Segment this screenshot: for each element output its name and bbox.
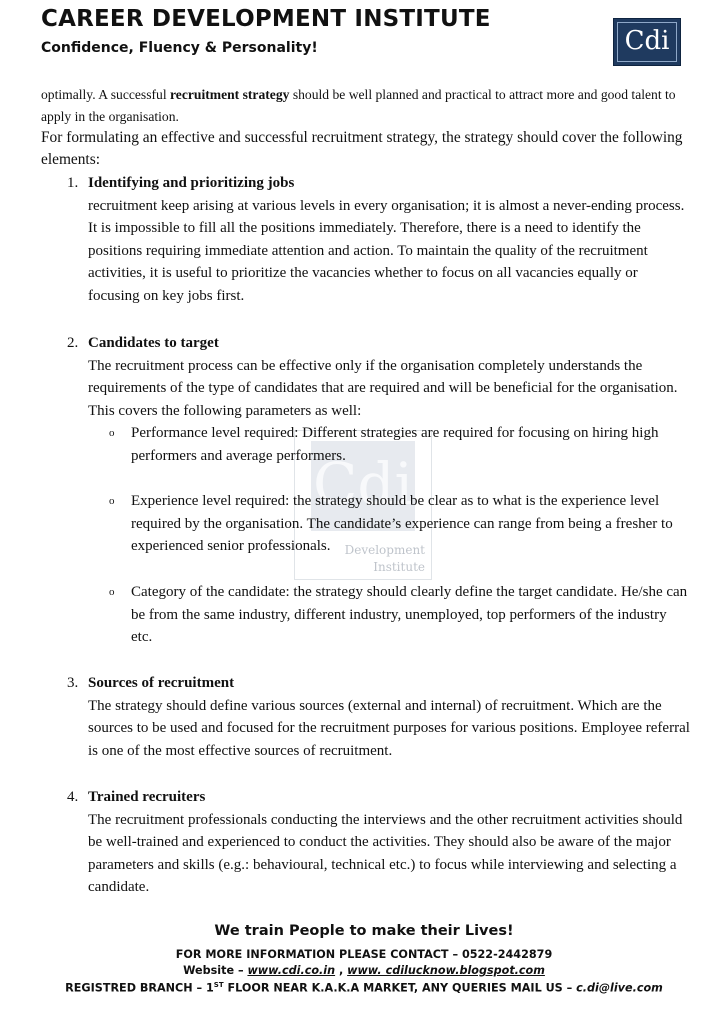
item-text: The recruitment process can be effective only if the organisation completely understands the requirements of the type of candidates that are required and will be beneficial for the organisation. This covers the following parameters as well: [88,357,678,419]
website-label: Website – [183,964,248,977]
footer-branch [0,981,728,995]
item-title: Candidates to target [88,335,219,351]
sub-item-2 [41,490,691,558]
bullet-icon: o [109,586,115,598]
website-separator: , [335,964,348,977]
item-number: 2. [67,335,79,351]
item-title: Trained recruiters [88,789,206,805]
item-number: 3. [67,675,79,691]
item-title: Identifying and prioritizing jobs [88,175,295,191]
sub-item-text: Experience level required: the strategy should be clear as to what is the experience level required by the organisation. The candidate’s experience can range from being a fresher to experienced senior professionals. [131,493,673,555]
item-text: The recruitment professionals conducting the interviews and the other recruitment activities should be well-trained and experienced to conduct the activities. They should also be aware of the major parameters and skills (e.g.: behavioural, technical etc.) to focus while interviewing and selecting a candidate. [88,811,683,896]
header-title: CAREER DEVELOPMENT INSTITUTE [41,6,491,32]
website-link-1[interactable]: www.cdi.co.in [247,964,336,977]
intro-small-pre: optimally. A successful [41,87,171,102]
intro-small-bold: recruitment strategy [170,87,290,102]
list-item-4 [41,786,691,899]
footer-slogan: We train People to make their Lives! [214,923,514,939]
intro-small-paragraph [41,84,691,128]
website-link-2[interactable]: www. cdilucknow.blogspot.com [347,964,545,977]
list-item-2 [41,332,691,422]
bullet-icon: o [109,427,115,439]
item-text: The strategy should define various sources (external and internal) of recruitment. Which are the sources to be used and focused for the recruitment purposes for various positions. Employee referral is one of the most effective sources of recruitment. [88,697,690,759]
header-tagline: Confidence, Fluency & Personality! [41,40,318,56]
cdi-logo [613,18,681,66]
item-text: recruitment keep arising at various levels in every organisation; it is almost a never-ending process. It is impossible to fill all the positions immediately. Therefore, there is a need to identify the positions requiring immediate attention and action. To maintain the quality of the recruitment activities, it is useful to prioritize the vacancies whether to focus on all vacancies equally or focusing on key jobs first. [88,197,685,304]
watermark-logo-text: Cdi [312,450,414,518]
bullet-icon: o [109,495,115,507]
footer-website [0,964,728,977]
branch-post: FLOOR NEAR K.A.K.A MARKET, ANY QUERIES MAIL US – [223,981,577,995]
sub-item-3 [41,581,691,649]
email-link[interactable]: c.di@live.com [576,981,663,995]
intro-paragraph: For formulating an effective and successful recruitment strategy, the strategy should cover the following elements: [41,129,683,168]
logo-text: Cdi [624,26,670,56]
list-item-1 [41,172,691,308]
sub-item-text: Performance level required: Different strategies are required for focusing on hiring high performers and average performers. [131,425,659,464]
list-item-3 [41,672,691,762]
footer-contact: FOR MORE INFORMATION PLEASE CONTACT – 0522-2442879 [175,948,553,961]
item-number: 4. [67,789,79,805]
sub-item-text: Category of the candidate: the strategy should clearly define the target candidate. He/she can be from the same industry, different industry, unemployed, top performers of the industry etc. [131,584,688,646]
item-title: Sources of recruitment [88,675,235,691]
branch-sup: ST [213,981,224,989]
watermark-line1: Development [344,543,425,557]
watermark-line2: Institute [373,560,425,574]
item-number: 1. [67,175,79,191]
intro-small-post: should be well planned and practical to attract more and good talent to apply in the organisation. [41,87,676,124]
branch-pre: REGISTRED BRANCH – 1 [65,981,214,995]
sub-item-1 [41,422,691,467]
